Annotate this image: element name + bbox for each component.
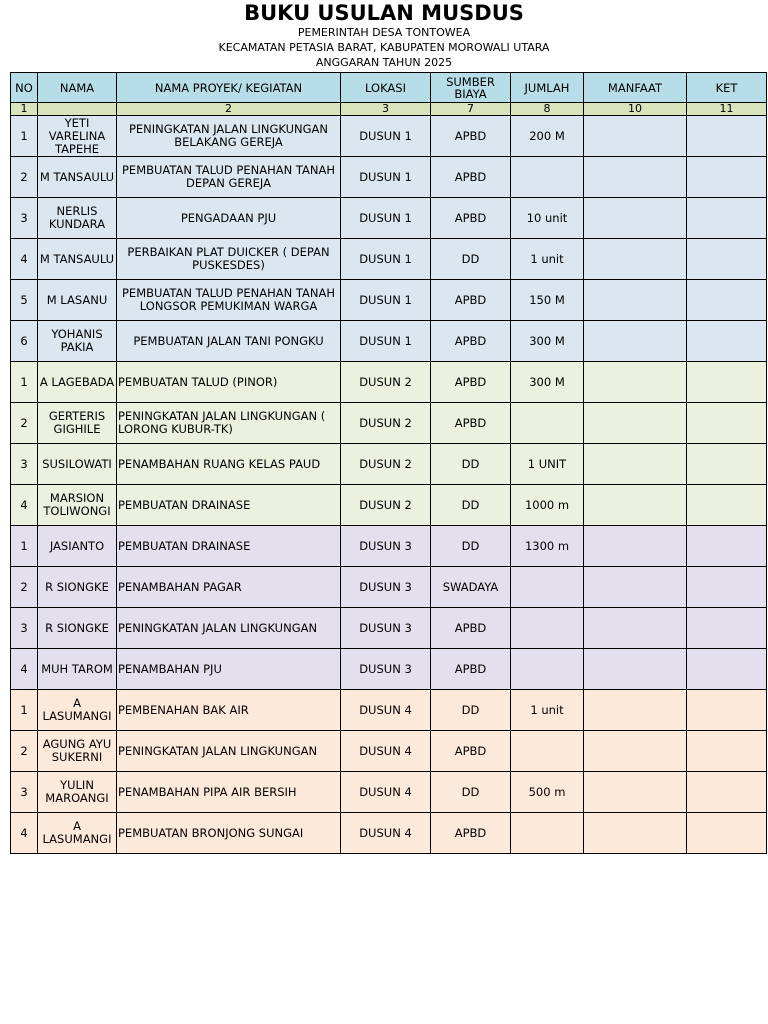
cell-proyek: PEMBUATAN DRAINASE bbox=[117, 526, 341, 567]
table-row bbox=[11, 485, 767, 526]
table-row bbox=[11, 321, 767, 362]
cell-no: 2 bbox=[11, 157, 38, 198]
cell-nama: YETI VARELINA TAPEHE bbox=[38, 116, 117, 157]
col-header-sumber: SUMBER BIAYA bbox=[431, 73, 511, 103]
col-header-proyek: NAMA PROYEK/ KEGIATAN bbox=[117, 73, 341, 103]
cell-jumlah: 1 UNIT bbox=[511, 444, 584, 485]
cell-proyek: PEMBUATAN BRONJONG SUNGAI bbox=[117, 813, 341, 854]
cell-no: 4 bbox=[11, 813, 38, 854]
cell-ket bbox=[687, 280, 767, 321]
cell-ket bbox=[687, 567, 767, 608]
cell-sumber: DD bbox=[431, 526, 511, 567]
subtitle-government: PEMERINTAH DESA TONTOWEA bbox=[297, 26, 471, 39]
cell-no: 3 bbox=[11, 772, 38, 813]
table-row bbox=[11, 116, 767, 157]
cell-no: 6 bbox=[11, 321, 38, 362]
cell-lokasi: DUSUN 4 bbox=[341, 772, 431, 813]
cell-nama: SUSILOWATI bbox=[38, 444, 117, 485]
col-header-ket: KET bbox=[687, 73, 767, 103]
cell-nama: MARSION TOLIWONGI bbox=[38, 485, 117, 526]
cell-ket bbox=[687, 690, 767, 731]
col-number: 8 bbox=[511, 103, 584, 116]
cell-no: 4 bbox=[11, 649, 38, 690]
cell-sumber: APBD bbox=[431, 403, 511, 444]
col-number bbox=[38, 103, 117, 116]
column-number-row bbox=[11, 103, 767, 116]
table-row bbox=[11, 731, 767, 772]
cell-proyek: PEMBUATAN TALUD PENAHAN TANAH LONGSOR PEMUKIMAN WARGA bbox=[117, 280, 341, 321]
table-row bbox=[11, 772, 767, 813]
cell-ket bbox=[687, 772, 767, 813]
cell-sumber: DD bbox=[431, 772, 511, 813]
cell-sumber: APBD bbox=[431, 813, 511, 854]
cell-nama: GERTERIS GIGHILE bbox=[38, 403, 117, 444]
cell-lokasi: DUSUN 3 bbox=[341, 608, 431, 649]
cell-sumber: APBD bbox=[431, 649, 511, 690]
cell-no: 3 bbox=[11, 608, 38, 649]
cell-proyek: PEMBUATAN JALAN TANI PONGKU bbox=[117, 321, 341, 362]
cell-ket bbox=[687, 444, 767, 485]
cell-ket bbox=[687, 608, 767, 649]
table-row bbox=[11, 362, 767, 403]
cell-jumlah: 1000 m bbox=[511, 485, 584, 526]
cell-nama: M TANSAULU bbox=[38, 157, 117, 198]
cell-no: 1 bbox=[11, 116, 38, 157]
cell-jumlah bbox=[511, 731, 584, 772]
cell-nama: JASIANTO bbox=[38, 526, 117, 567]
cell-lokasi: DUSUN 2 bbox=[341, 362, 431, 403]
cell-jumlah bbox=[511, 157, 584, 198]
cell-manfaat bbox=[584, 116, 687, 157]
cell-jumlah: 300 M bbox=[511, 362, 584, 403]
cell-manfaat bbox=[584, 690, 687, 731]
cell-proyek: PENGADAAN PJU bbox=[117, 198, 341, 239]
table-row bbox=[11, 690, 767, 731]
cell-sumber: SWADAYA bbox=[431, 567, 511, 608]
cell-jumlah: 1300 m bbox=[511, 526, 584, 567]
cell-sumber: DD bbox=[431, 444, 511, 485]
cell-sumber: APBD bbox=[431, 280, 511, 321]
cell-ket bbox=[687, 485, 767, 526]
cell-no: 2 bbox=[11, 731, 38, 772]
col-number: 10 bbox=[584, 103, 687, 116]
cell-nama: M LASANU bbox=[38, 280, 117, 321]
table-body bbox=[11, 116, 767, 854]
cell-jumlah: 300 M bbox=[511, 321, 584, 362]
cell-proyek: PEMBUATAN DRAINASE bbox=[117, 485, 341, 526]
table-row bbox=[11, 403, 767, 444]
cell-ket bbox=[687, 362, 767, 403]
cell-nama: R SIONGKE bbox=[38, 608, 117, 649]
cell-nama: R SIONGKE bbox=[38, 567, 117, 608]
cell-lokasi: DUSUN 3 bbox=[341, 567, 431, 608]
header-row bbox=[11, 73, 767, 103]
cell-no: 4 bbox=[11, 485, 38, 526]
cell-ket bbox=[687, 321, 767, 362]
proposal-table bbox=[10, 72, 767, 854]
cell-manfaat bbox=[584, 485, 687, 526]
cell-jumlah: 10 unit bbox=[511, 198, 584, 239]
cell-lokasi: DUSUN 1 bbox=[341, 198, 431, 239]
cell-nama: NERLIS KUNDARA bbox=[38, 198, 117, 239]
cell-lokasi: DUSUN 4 bbox=[341, 690, 431, 731]
document-header bbox=[0, 0, 768, 70]
table-row bbox=[11, 157, 767, 198]
cell-jumlah: 500 m bbox=[511, 772, 584, 813]
table-row bbox=[11, 239, 767, 280]
cell-sumber: APBD bbox=[431, 198, 511, 239]
cell-manfaat bbox=[584, 198, 687, 239]
cell-proyek: PEMBUATAN TALUD PENAHAN TANAH DEPAN GEREJA bbox=[117, 157, 341, 198]
cell-sumber: APBD bbox=[431, 321, 511, 362]
cell-no: 1 bbox=[11, 362, 38, 403]
cell-jumlah bbox=[511, 403, 584, 444]
cell-nama: A LASUMANGI bbox=[38, 813, 117, 854]
cell-manfaat bbox=[584, 731, 687, 772]
subtitle-budget-year: ANGGARAN TAHUN 2025 bbox=[315, 56, 453, 69]
cell-nama: A LASUMANGI bbox=[38, 690, 117, 731]
cell-nama: YULIN MAROANGI bbox=[38, 772, 117, 813]
cell-lokasi: DUSUN 2 bbox=[341, 444, 431, 485]
cell-sumber: APBD bbox=[431, 157, 511, 198]
cell-proyek: PENINGKATAN JALAN LINGKUNGAN bbox=[117, 608, 341, 649]
table-row bbox=[11, 444, 767, 485]
page-title: BUKU USULAN MUSDUS bbox=[244, 1, 524, 25]
cell-ket bbox=[687, 649, 767, 690]
cell-ket bbox=[687, 239, 767, 280]
cell-sumber: APBD bbox=[431, 116, 511, 157]
cell-lokasi: DUSUN 4 bbox=[341, 813, 431, 854]
cell-manfaat bbox=[584, 608, 687, 649]
table-row bbox=[11, 567, 767, 608]
cell-sumber: DD bbox=[431, 239, 511, 280]
cell-jumlah: 200 M bbox=[511, 116, 584, 157]
cell-lokasi: DUSUN 1 bbox=[341, 157, 431, 198]
cell-ket bbox=[687, 526, 767, 567]
cell-no: 4 bbox=[11, 239, 38, 280]
cell-ket bbox=[687, 731, 767, 772]
cell-sumber: APBD bbox=[431, 731, 511, 772]
cell-ket bbox=[687, 813, 767, 854]
table-row bbox=[11, 198, 767, 239]
cell-nama: MUH TAROM bbox=[38, 649, 117, 690]
cell-no: 1 bbox=[11, 690, 38, 731]
cell-jumlah bbox=[511, 813, 584, 854]
table-row bbox=[11, 649, 767, 690]
col-number: 1 bbox=[11, 103, 38, 116]
cell-nama: YOHANIS PAKIA bbox=[38, 321, 117, 362]
col-header-manfaat: MANFAAT bbox=[584, 73, 687, 103]
cell-jumlah: 150 M bbox=[511, 280, 584, 321]
cell-manfaat bbox=[584, 772, 687, 813]
cell-lokasi: DUSUN 1 bbox=[341, 321, 431, 362]
cell-nama: AGUNG AYU SUKERNI bbox=[38, 731, 117, 772]
cell-proyek: PENINGKATAN JALAN LINGKUNGAN ( LORONG KUBUR-TK) bbox=[117, 403, 341, 444]
cell-proyek: PENINGKATAN JALAN LINGKUNGAN bbox=[117, 731, 341, 772]
col-header-nama: NAMA bbox=[38, 73, 117, 103]
cell-manfaat bbox=[584, 280, 687, 321]
col-header-jumlah: JUMLAH bbox=[511, 73, 584, 103]
cell-no: 3 bbox=[11, 444, 38, 485]
cell-proyek: PEMBENAHAN BAK AIR bbox=[117, 690, 341, 731]
cell-lokasi: DUSUN 4 bbox=[341, 731, 431, 772]
cell-proyek: PENAMBAHAN PJU bbox=[117, 649, 341, 690]
subtitle-district: KECAMATAN PETASIA BARAT, KABUPATEN MOROWALI UTARA bbox=[218, 41, 550, 54]
cell-manfaat bbox=[584, 526, 687, 567]
cell-no: 2 bbox=[11, 567, 38, 608]
cell-lokasi: DUSUN 3 bbox=[341, 526, 431, 567]
cell-jumlah bbox=[511, 649, 584, 690]
cell-lokasi: DUSUN 1 bbox=[341, 239, 431, 280]
cell-manfaat bbox=[584, 649, 687, 690]
cell-manfaat bbox=[584, 444, 687, 485]
cell-ket bbox=[687, 157, 767, 198]
cell-lokasi: DUSUN 2 bbox=[341, 485, 431, 526]
cell-proyek: PERBAIKAN PLAT DUICKER ( DEPAN PUSKESDES) bbox=[117, 239, 341, 280]
cell-lokasi: DUSUN 3 bbox=[341, 649, 431, 690]
cell-ket bbox=[687, 116, 767, 157]
cell-manfaat bbox=[584, 813, 687, 854]
cell-jumlah bbox=[511, 567, 584, 608]
cell-ket bbox=[687, 403, 767, 444]
col-number: 7 bbox=[431, 103, 511, 116]
cell-proyek: PENINGKATAN JALAN LINGKUNGAN BELAKANG GEREJA bbox=[117, 116, 341, 157]
cell-jumlah: 1 unit bbox=[511, 239, 584, 280]
cell-proyek: PENAMBAHAN PIPA AIR BERSIH bbox=[117, 772, 341, 813]
cell-manfaat bbox=[584, 403, 687, 444]
cell-proyek: PENAMBAHAN PAGAR bbox=[117, 567, 341, 608]
table-row bbox=[11, 280, 767, 321]
cell-lokasi: DUSUN 1 bbox=[341, 116, 431, 157]
cell-jumlah bbox=[511, 608, 584, 649]
cell-manfaat bbox=[584, 362, 687, 403]
cell-lokasi: DUSUN 1 bbox=[341, 280, 431, 321]
cell-sumber: DD bbox=[431, 485, 511, 526]
col-number: 11 bbox=[687, 103, 767, 116]
col-number: 2 bbox=[117, 103, 341, 116]
table-row bbox=[11, 813, 767, 854]
cell-sumber: APBD bbox=[431, 362, 511, 403]
cell-proyek: PEMBUATAN TALUD (PINOR) bbox=[117, 362, 341, 403]
cell-no: 1 bbox=[11, 526, 38, 567]
cell-manfaat bbox=[584, 239, 687, 280]
cell-manfaat bbox=[584, 321, 687, 362]
col-header-no: NO bbox=[11, 73, 38, 103]
cell-sumber: DD bbox=[431, 690, 511, 731]
cell-jumlah: 1 unit bbox=[511, 690, 584, 731]
col-header-lokasi: LOKASI bbox=[341, 73, 431, 103]
cell-nama: M TANSAULU bbox=[38, 239, 117, 280]
cell-manfaat bbox=[584, 157, 687, 198]
cell-nama: A LAGEBADA bbox=[38, 362, 117, 403]
cell-manfaat bbox=[584, 567, 687, 608]
table-row bbox=[11, 608, 767, 649]
cell-sumber: APBD bbox=[431, 608, 511, 649]
cell-no: 3 bbox=[11, 198, 38, 239]
cell-lokasi: DUSUN 2 bbox=[341, 403, 431, 444]
table-row bbox=[11, 526, 767, 567]
cell-proyek: PENAMBAHAN RUANG KELAS PAUD bbox=[117, 444, 341, 485]
col-number: 3 bbox=[341, 103, 431, 116]
cell-ket bbox=[687, 198, 767, 239]
cell-no: 2 bbox=[11, 403, 38, 444]
cell-no: 5 bbox=[11, 280, 38, 321]
